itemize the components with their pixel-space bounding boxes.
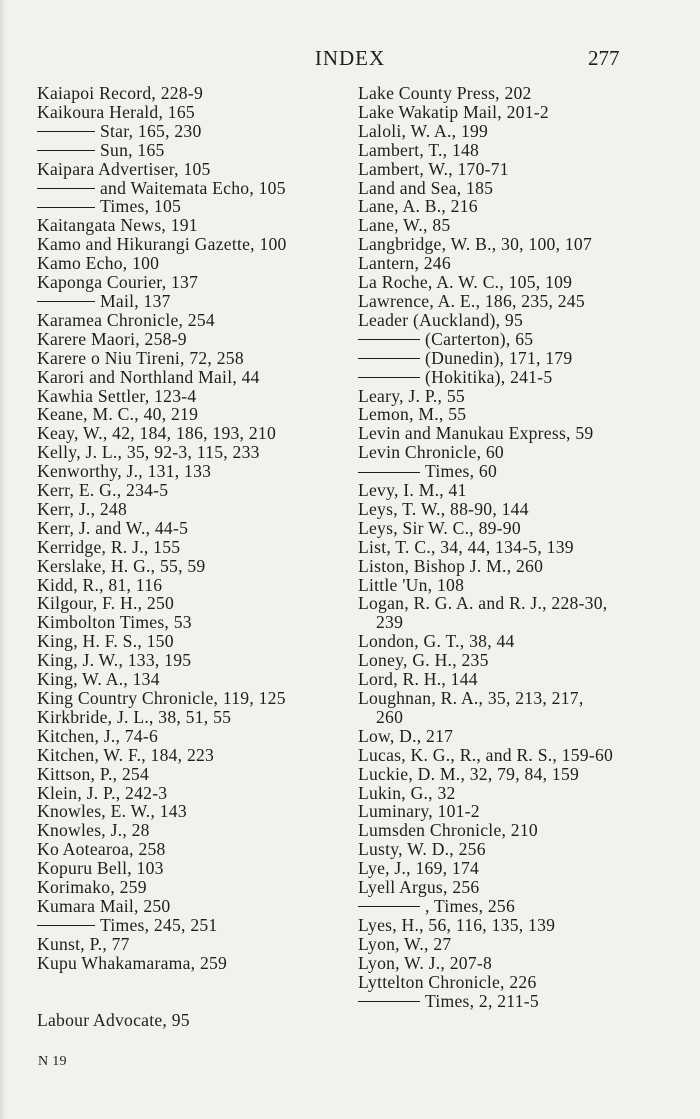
index-column-right [358, 84, 658, 1010]
index-entry [358, 576, 658, 595]
section-gap [37, 973, 337, 1011]
index-entry-text: Kumara Mail, 250 [37, 895, 171, 916]
index-entry [37, 594, 337, 613]
index-entry-text: Karamea Chronicle, 254 [37, 309, 215, 330]
index-entry [358, 992, 658, 1011]
index-entry-text: Lawrence, A. E., 186, 235, 245 [358, 290, 585, 311]
index-entry [37, 557, 337, 576]
index-entry [37, 576, 337, 595]
index-entry-text: Keay, W., 42, 184, 186, 193, 210 [37, 423, 276, 444]
index-entry-text: Kerridge, R. J., 155 [37, 536, 181, 557]
index-entry-text: Sun, 165 [100, 139, 165, 160]
index-entry [358, 368, 658, 387]
index-entry [358, 878, 658, 897]
index-entry-text: Kaponga Courier, 137 [37, 272, 199, 293]
ditto-dash [37, 131, 95, 132]
index-entry [358, 519, 658, 538]
index-entry [358, 765, 658, 784]
index-entry-text: Kenworthy, J., 131, 133 [37, 461, 212, 482]
index-entry-text: Kidd, R., 81, 116 [37, 574, 163, 595]
index-entry-text: 239 [376, 612, 404, 633]
index-entry-text: King, H. F. S., 150 [37, 631, 174, 652]
index-entry-text: List, T. C., 34, 44, 134-5, 139 [358, 536, 574, 557]
index-entry-text: Kelly, J. L., 35, 92-3, 115, 233 [37, 442, 260, 463]
index-entry [37, 519, 337, 538]
index-entry [37, 405, 337, 424]
index-entry-text: Knowles, E. W., 143 [37, 801, 187, 822]
index-entry [358, 897, 658, 916]
ditto-dash [358, 339, 420, 340]
index-entry [37, 443, 337, 462]
index-entry [358, 859, 658, 878]
index-entry [358, 349, 658, 368]
index-entry [358, 235, 658, 254]
index-entry [358, 935, 658, 954]
index-entry-text: 260 [376, 706, 404, 727]
index-entry [37, 821, 337, 840]
index-entry [37, 613, 337, 632]
index-entry-text: Karere Maori, 258-9 [37, 328, 187, 349]
index-entry-text: Kitchen, J., 74-6 [37, 725, 159, 746]
index-entry-text: Kaikoura Herald, 165 [37, 101, 195, 122]
index-entry-text: King, W. A., 134 [37, 669, 160, 690]
index-entry [37, 859, 337, 878]
index-entry [37, 292, 337, 311]
ditto-dash [37, 301, 95, 302]
index-entry-text: Lambert, W., 170-71 [358, 158, 509, 179]
index-entry-text: King Country Chronicle, 119, 125 [37, 688, 286, 708]
index-entry-text: Kaitangata News, 191 [37, 215, 198, 236]
index-entry-text: Lane, W., 85 [358, 215, 451, 236]
index-entry-text: (Dunedin), 171, 179 [425, 347, 573, 368]
index-entry [37, 330, 337, 349]
index-entry-text: Levin and Manukau Express, 59 [358, 423, 594, 444]
index-entry-text: Karori and Northland Mail, 44 [37, 366, 260, 387]
index-entry [37, 424, 337, 443]
index-entry [37, 179, 337, 198]
index-entry-text: Lane, A. B., 216 [358, 196, 478, 217]
index-entry [358, 481, 658, 500]
index-entry [358, 273, 658, 292]
index-entry-text: Times, 60 [425, 461, 497, 482]
index-entry [37, 141, 337, 160]
index-entry [37, 935, 337, 954]
index-entry-text: Kaiapoi Record, 228-9 [37, 83, 203, 103]
index-entry [358, 746, 658, 765]
ditto-dash [358, 1001, 420, 1002]
index-entry [358, 462, 658, 481]
index-entry [358, 670, 658, 689]
index-entry [358, 557, 658, 576]
index-entry-text: Klein, J. P., 242-3 [37, 782, 168, 803]
index-entry [37, 235, 337, 254]
index-entry [37, 802, 337, 821]
index-entry-text: Kirkbride, J. L., 38, 51, 55 [37, 706, 232, 727]
index-entry-text: Kamo Echo, 100 [37, 253, 160, 274]
index-entry [37, 878, 337, 897]
index-entry-text: Lumsden Chronicle, 210 [358, 820, 538, 841]
index-entry-text: Kunst, P., 77 [37, 933, 130, 954]
index-entry-text: Kupu Whakamarama, 259 [37, 952, 228, 973]
index-entry [358, 802, 658, 821]
index-entry-text: Lake County Press, 202 [358, 83, 532, 103]
index-entry [37, 784, 337, 803]
index-entry-text: Lemon, M., 55 [358, 404, 467, 425]
index-entry-continuation [358, 708, 658, 727]
index-entry-text: Kamo and Hikurangi Gazette, 100 [37, 234, 287, 255]
index-entry-text: Lusty, W. D., 256 [358, 839, 486, 860]
index-entry-text: Kittson, P., 254 [37, 763, 150, 784]
index-entry-text: (Hokitika), 241-5 [425, 366, 553, 387]
index-entry [37, 954, 337, 973]
index-entry-text: Lantern, 246 [358, 253, 451, 274]
index-entry-text: Laloli, W. A., 199 [358, 120, 489, 141]
index-entry [358, 141, 658, 160]
index-entry [37, 103, 337, 122]
index-entry [358, 784, 658, 803]
index-entry-text: London, G. T., 38, 44 [358, 631, 515, 652]
page-edge [0, 0, 6, 1119]
index-entry [37, 160, 337, 179]
index-entry-text: Levin Chronicle, 60 [358, 442, 504, 463]
index-entry [358, 916, 658, 935]
index-entry-text: Kaipara Advertiser, 105 [37, 158, 211, 179]
index-entry-text: Little 'Un, 108 [358, 574, 465, 595]
ditto-dash [358, 906, 420, 907]
index-entry [37, 746, 337, 765]
index-entry-text: Leader (Auckland), 95 [358, 309, 523, 330]
index-entry-text: Kilgour, F. H., 250 [37, 593, 175, 614]
index-entry [358, 122, 658, 141]
index-entry-text: Ko Aotearoa, 258 [37, 839, 166, 860]
index-entry-text: Lucas, K. G., R., and R. S., 159-60 [358, 744, 614, 765]
index-entry-text: Times, 245, 251 [100, 914, 218, 935]
index-entry-text: Kerr, J. and W., 44-5 [37, 517, 189, 538]
index-entry [37, 387, 337, 406]
index-entry [37, 897, 337, 916]
index-entry [358, 727, 658, 746]
signature-mark: N 19 [38, 1054, 67, 1069]
index-entry-text: Keane, M. C., 40, 219 [37, 404, 199, 425]
index-entry-text: Leys, T. W., 88-90, 144 [358, 498, 529, 519]
index-entry-text: Leys, Sir W. C., 89-90 [358, 517, 521, 538]
index-entry-text: Luminary, 101-2 [358, 801, 480, 822]
index-entry [358, 689, 658, 708]
index-entry [37, 500, 337, 519]
index-entry [358, 330, 658, 349]
index-entry-text: Loney, G. H., 235 [358, 650, 489, 671]
index-entry [358, 821, 658, 840]
index-entry [358, 405, 658, 424]
index-entry [358, 632, 658, 651]
index-entry-text: , Times, 256 [425, 895, 516, 916]
index-entry-text: Kerr, E. G., 234-5 [37, 480, 169, 501]
index-entry-text: Liston, Bishop J. M., 260 [358, 555, 544, 576]
index-entry-text: Karere o Niu Tireni, 72, 258 [37, 347, 244, 368]
index-entry [358, 311, 658, 330]
index-entry-text: Times, 105 [100, 196, 182, 217]
index-entry [358, 197, 658, 216]
index-entry [358, 651, 658, 670]
index-entry [358, 973, 658, 992]
index-entry-text: Luckie, D. M., 32, 79, 84, 159 [358, 763, 580, 784]
index-entry [358, 179, 658, 198]
index-entry [37, 481, 337, 500]
index-entry [37, 1011, 337, 1030]
index-entry [37, 632, 337, 651]
index-entry [358, 840, 658, 859]
index-entry [37, 689, 337, 708]
index-entry [37, 311, 337, 330]
index-entry [37, 916, 337, 935]
index-entry-text: Lyell Argus, 256 [358, 877, 480, 898]
page-title: INDEX [314, 46, 386, 70]
index-column-left [37, 84, 337, 1030]
index-entry-text: Low, D., 217 [358, 725, 454, 746]
index-entry [358, 160, 658, 179]
index-entry [358, 424, 658, 443]
index-entry-text: Kawhia Settler, 123-4 [37, 385, 197, 406]
index-entry-text: Lyes, H., 56, 116, 135, 139 [358, 914, 556, 935]
index-entry-text: Kimbolton Times, 53 [37, 612, 192, 633]
index-entry-text: King, J. W., 133, 195 [37, 650, 192, 671]
index-entry-text: Kerslake, H. G., 55, 59 [37, 555, 206, 576]
index-entry-text: Lambert, T., 148 [358, 139, 480, 160]
index-entry [37, 651, 337, 670]
index-entry-text: Logan, R. G. A. and R. J., 228-30, [358, 593, 608, 614]
index-entry-text: Korimako, 259 [37, 877, 147, 898]
index-entry-text: Lord, R. H., 144 [358, 669, 478, 690]
index-entry [358, 84, 658, 103]
index-entry-text: Lye, J., 169, 174 [358, 858, 480, 879]
index-entry-text: Lake Wakatip Mail, 201-2 [358, 101, 549, 122]
index-entry-text: La Roche, A. W. C., 105, 109 [358, 272, 573, 293]
index-entry-text: Knowles, J., 28 [37, 820, 150, 841]
ditto-dash [358, 377, 420, 378]
ditto-dash [37, 925, 95, 926]
index-entry [37, 708, 337, 727]
index-entry [37, 216, 337, 235]
index-entry [37, 349, 337, 368]
index-entry-text: Lyon, W. J., 207-8 [358, 952, 493, 973]
index-entry-text: Land and Sea, 185 [358, 177, 494, 198]
page-number: 277 [588, 46, 620, 70]
ditto-dash [37, 188, 95, 189]
index-entry-text: Times, 2, 211-5 [425, 990, 539, 1011]
index-entry-continuation [358, 613, 658, 632]
index-entry [37, 122, 337, 141]
index-entry [37, 273, 337, 292]
index-entry [37, 765, 337, 784]
index-entry-text: Kopuru Bell, 103 [37, 858, 164, 879]
index-entry-text: Star, 165, 230 [100, 120, 202, 141]
ditto-dash [358, 358, 420, 359]
index-entry [37, 84, 337, 103]
index-entry-text: Lyon, W., 27 [358, 933, 452, 954]
index-entry-text: Lyttelton Chronicle, 226 [358, 971, 537, 992]
index-entry [37, 670, 337, 689]
index-entry [358, 292, 658, 311]
index-entry [37, 538, 337, 557]
index-entry-text: Lukin, G., 32 [358, 782, 456, 803]
index-entry-text: Leary, J. P., 55 [358, 385, 465, 406]
index-entry-text: Langbridge, W. B., 30, 100, 107 [358, 234, 593, 255]
index-entry [37, 254, 337, 273]
index-entry [37, 368, 337, 387]
index-entry [358, 254, 658, 273]
ditto-dash [358, 472, 420, 473]
index-entry [37, 462, 337, 481]
index-entry-text: Kitchen, W. F., 184, 223 [37, 744, 215, 765]
ditto-dash [37, 150, 95, 151]
index-entry [358, 500, 658, 519]
index-entry [358, 954, 658, 973]
index-entry [358, 538, 658, 557]
index-entry-text: (Carterton), 65 [425, 328, 534, 349]
index-entry-text: Levy, I. M., 41 [358, 480, 467, 501]
index-entry-text: Labour Advocate, 95 [37, 1009, 190, 1030]
index-entry-text: Mail, 137 [100, 290, 171, 311]
index-entry [358, 443, 658, 462]
index-entry-text: Loughnan, R. A., 35, 213, 217, [358, 688, 584, 708]
index-entry [37, 197, 337, 216]
index-entry [358, 216, 658, 235]
index-entry [358, 594, 658, 613]
index-entry [37, 840, 337, 859]
ditto-dash [37, 207, 95, 208]
index-entry [37, 727, 337, 746]
index-entry [358, 103, 658, 122]
index-entry-text: and Waitemata Echo, 105 [100, 177, 286, 198]
index-entry [358, 387, 658, 406]
index-entry-text: Kerr, J., 248 [37, 498, 128, 519]
